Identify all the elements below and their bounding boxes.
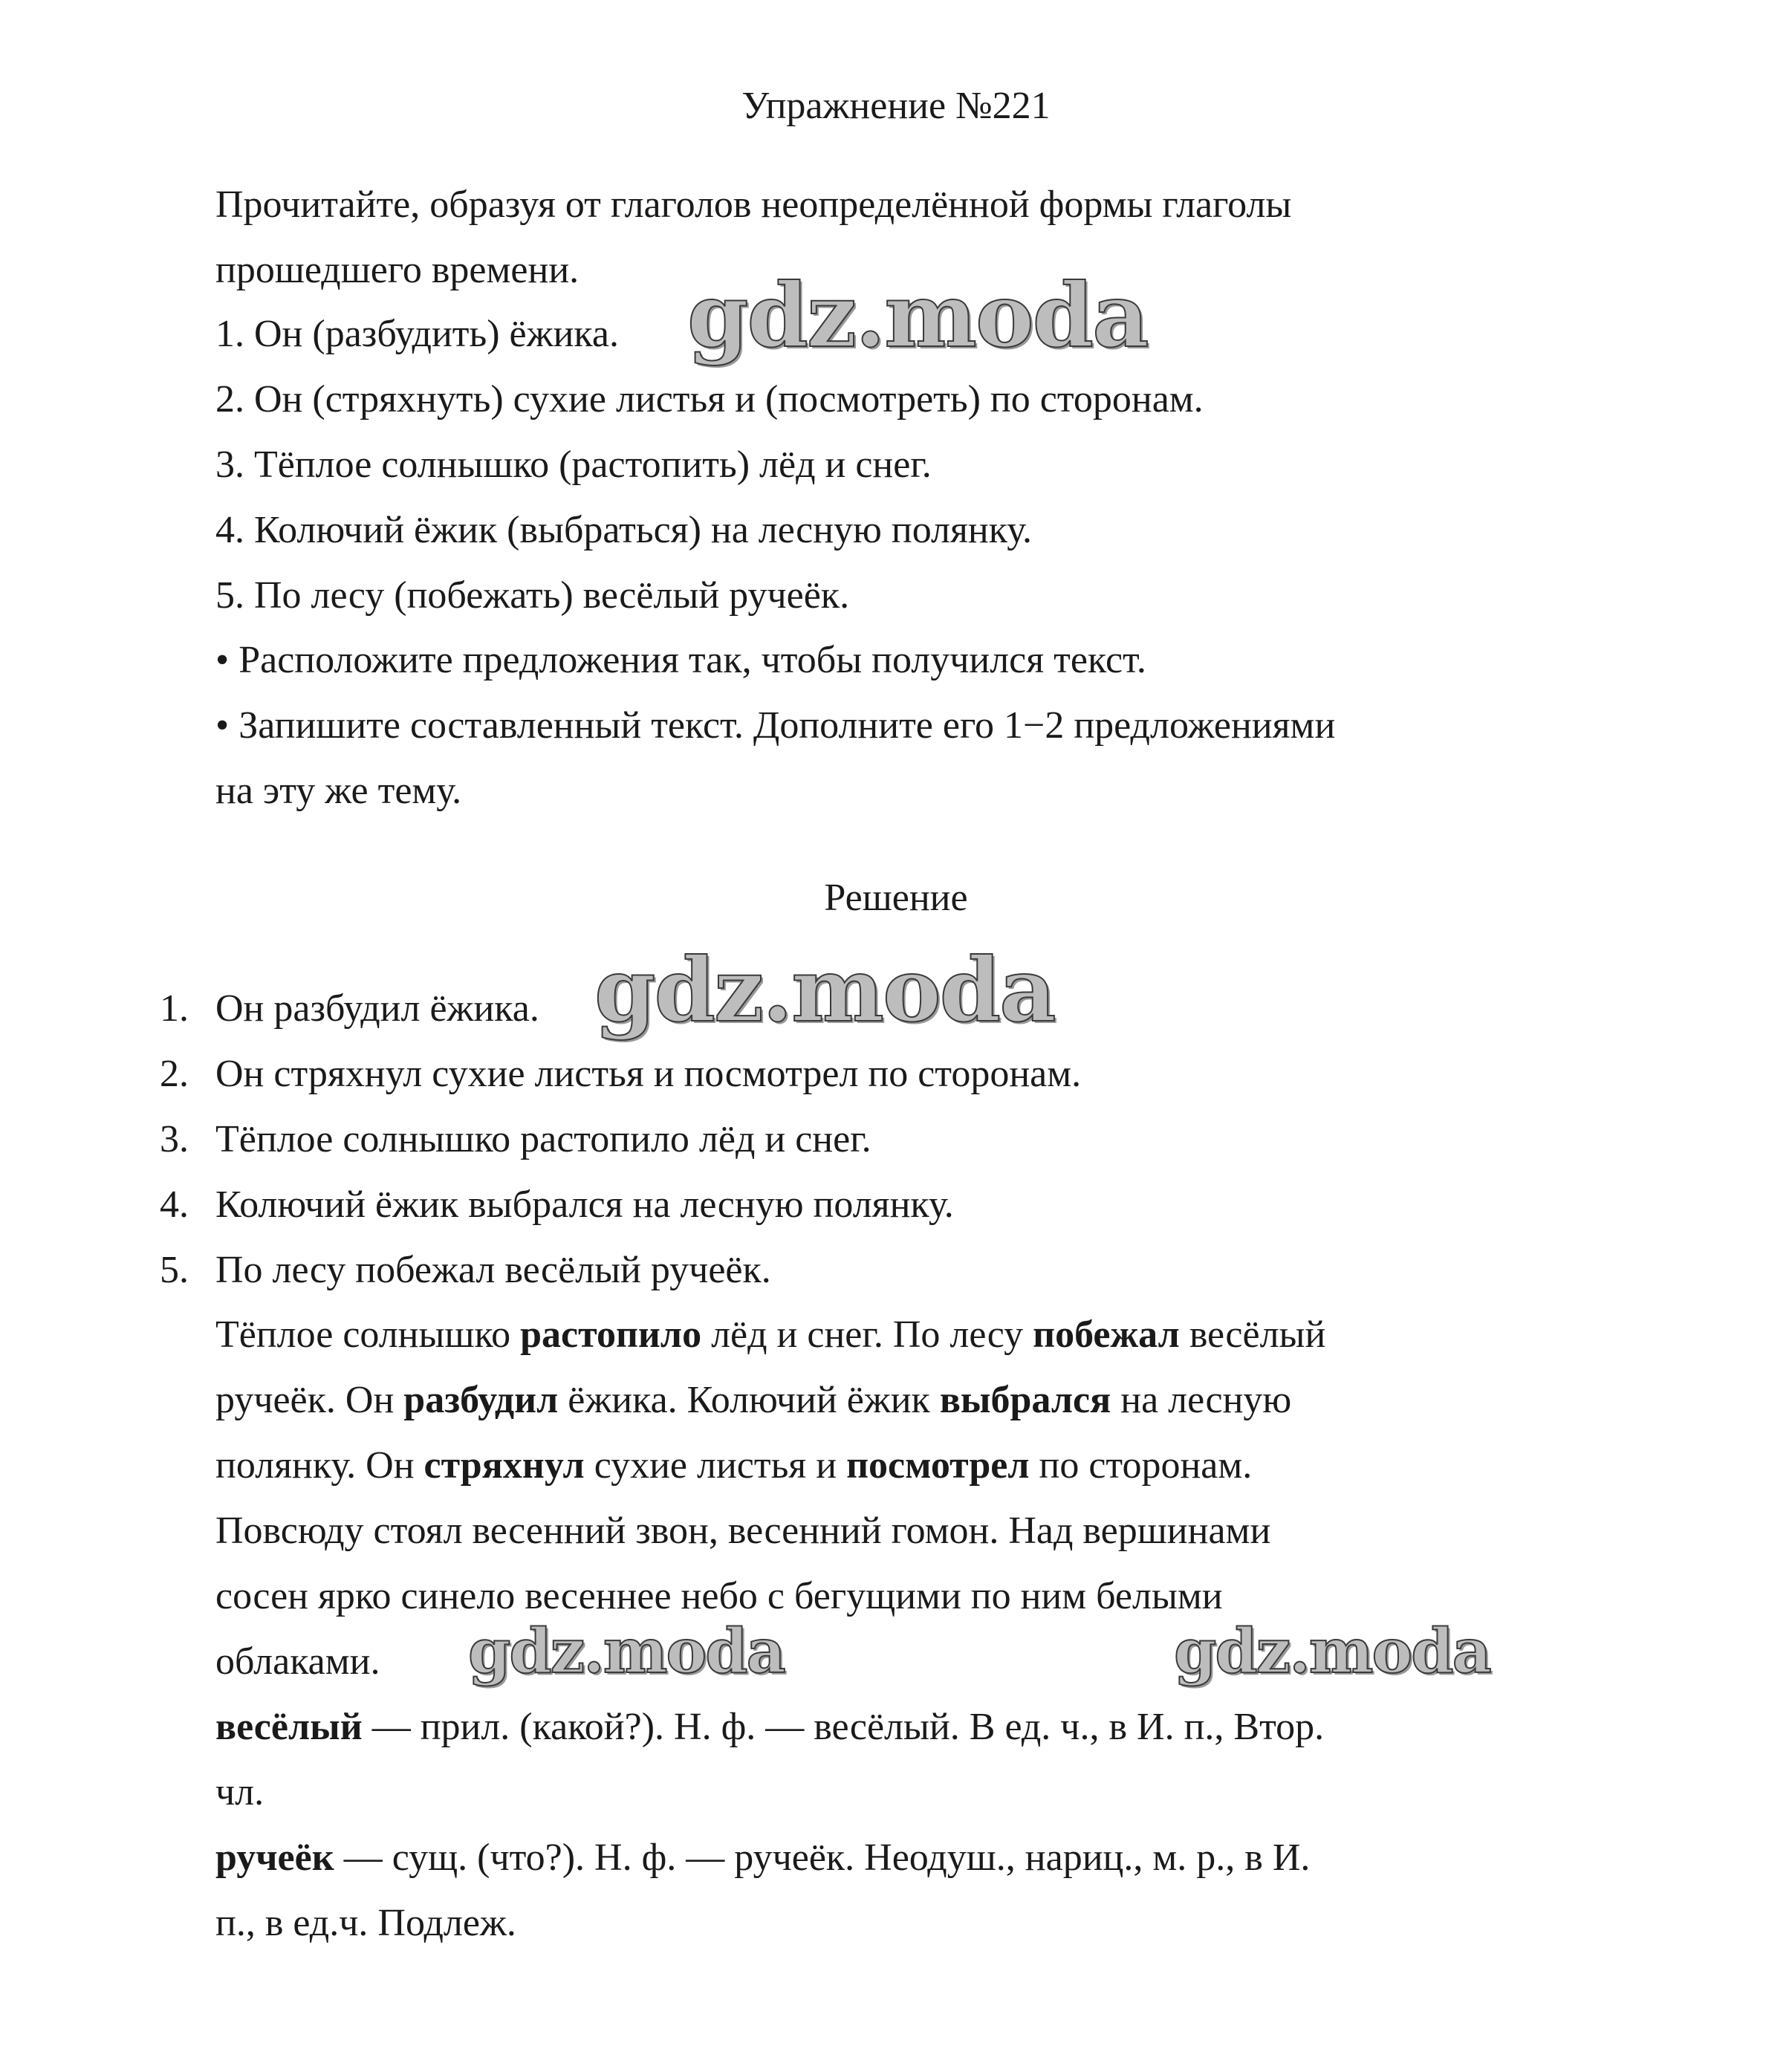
solution-number: 4.	[160, 1183, 189, 1226]
task-bullet-2: • Запишите составленный текст. Дополните его 1−2 предложениями	[215, 704, 1336, 747]
verb-bold: выбрался	[939, 1379, 1111, 1421]
solution-item-1: Он разбудил ёжика.	[215, 987, 539, 1030]
watermark-logo: gdz.moda	[1174, 1616, 1490, 1687]
verb-bold: стряхнул	[423, 1444, 585, 1487]
solution-item-5: По лесу побежал весёлый ручеёк.	[215, 1249, 771, 1291]
parse-word-1-cont: чл.	[215, 1771, 264, 1813]
verb-bold: разбудил	[403, 1379, 559, 1421]
task-intro-line-1: Прочитайте, образуя от глаголов неопределённой формы глаголы	[215, 184, 1292, 226]
solution-text-line-6: облаками.	[215, 1640, 380, 1683]
solution-text-line-5: сосен ярко синело весеннее небо с бегущими по ним белыми	[215, 1575, 1223, 1617]
task-bullet-2-cont: на эту же тему.	[215, 770, 462, 812]
solution-title: Решение	[824, 877, 968, 919]
task-sentence-4: 4. Колючий ёжик (выбраться) на лесную полянку.	[215, 509, 1033, 551]
parse-word-2-cont: п., в ед.ч. Подлеж.	[215, 1902, 516, 1944]
watermark-logo: gdz.moda	[687, 264, 1148, 367]
solution-text-line-2: ручеёк. Он разбудил ёжика. Колючий ёжик выбрался на лесную	[215, 1379, 1292, 1421]
watermark-logo: gdz.moda	[594, 938, 1055, 1042]
verb-bold: посмотрел	[846, 1444, 1030, 1487]
solution-number: 2.	[160, 1053, 189, 1095]
solution-number: 1.	[160, 987, 189, 1030]
solution-text-line-1: Тёплое солнышко растопило лёд и снег. По лесу побежал весёлый	[215, 1313, 1326, 1356]
solution-item-2: Он стряхнул сухие листья и посмотрел по сторонам.	[215, 1053, 1082, 1095]
parse-word-1: весёлый — прил. (какой?). Н. ф. — весёлый. В ед. ч., в И. п., Втор.	[215, 1706, 1325, 1748]
task-bullet-1: • Расположите предложения так, чтобы получился текст.	[215, 639, 1146, 681]
page-title: Упражнение №221	[741, 85, 1051, 127]
task-sentence-5: 5. По лесу (побежать) весёлый ручеёк.	[215, 574, 850, 617]
parse-word-2: ручеёк — сущ. (что?). Н. ф. — ручеёк. Неодуш., нариц., м. р., в И.	[215, 1836, 1311, 1879]
task-sentence-2: 2. Он (стряхнуть) сухие листья и (посмотреть) по сторонам.	[215, 378, 1204, 420]
task-sentence-1: 1. Он (разбудить) ёжика.	[215, 313, 619, 355]
watermark-logo: gdz.moda	[468, 1616, 785, 1687]
solution-item-3: Тёплое солнышко растопило лёд и снег.	[215, 1118, 871, 1160]
verb-bold: побежал	[1033, 1313, 1180, 1356]
solution-text-line-3: полянку. Он стряхнул сухие листья и посмотрел по сторонам.	[215, 1444, 1253, 1487]
verb-bold: растопило	[520, 1313, 702, 1356]
task-intro-line-2: прошедшего времени.	[215, 249, 580, 291]
solution-item-4: Колючий ёжик выбрался на лесную полянку.	[215, 1183, 954, 1226]
solution-number: 5.	[160, 1249, 189, 1291]
task-sentence-3: 3. Тёплое солнышко (растопить) лёд и снег.	[215, 444, 932, 486]
solution-number: 3.	[160, 1118, 189, 1160]
solution-text-line-4: Повсюду стоял весенний звон, весенний гомон. Над вершинами	[215, 1510, 1271, 1552]
